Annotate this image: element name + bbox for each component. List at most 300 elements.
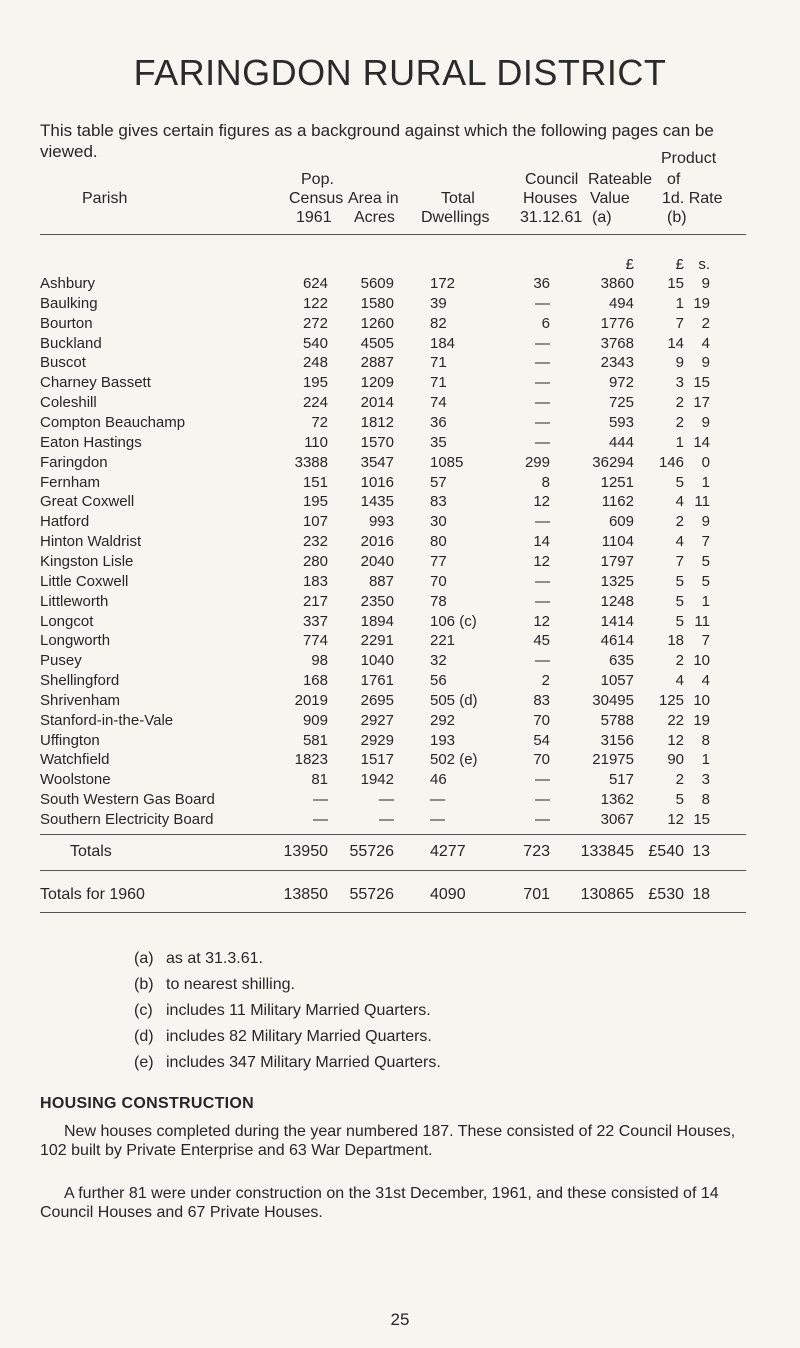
cell-parish: Watchfield bbox=[40, 751, 110, 769]
cell-area: 2929 bbox=[360, 731, 394, 749]
cell-dwellings: 35 bbox=[430, 433, 447, 451]
header-pop: Pop. bbox=[301, 171, 334, 188]
table-row bbox=[0, 373, 800, 393]
cell-pounds: 5 bbox=[675, 473, 684, 491]
cell-dwellings: 56 bbox=[430, 672, 447, 689]
totals-area: 55726 bbox=[349, 843, 394, 860]
cell-pounds: 5 bbox=[675, 612, 684, 630]
cell-parish: Little Coxwell bbox=[40, 572, 129, 590]
header-a: (a) bbox=[592, 209, 612, 226]
header-product: Product bbox=[661, 150, 717, 167]
totals-label: Totals bbox=[70, 843, 112, 860]
cell-value: 1797 bbox=[600, 552, 634, 570]
cell-parish: Longworth bbox=[40, 632, 111, 650]
cell-parish: South Western Gas Board bbox=[40, 791, 215, 809]
cell-pounds: 5 bbox=[675, 572, 684, 590]
cell-value: 1362 bbox=[600, 791, 634, 809]
cell-area: 993 bbox=[368, 513, 394, 531]
footnote-key: (a) bbox=[134, 950, 154, 967]
table-row bbox=[0, 691, 800, 711]
cell-dwellings: 36 bbox=[430, 414, 447, 431]
cell-value: 1104 bbox=[601, 533, 634, 550]
cell-pop: 168 bbox=[302, 672, 328, 689]
cell-pounds: 4 bbox=[675, 672, 684, 689]
totals-dwellings: 4277 bbox=[430, 843, 466, 860]
cell-council: — bbox=[535, 294, 550, 312]
table-row bbox=[0, 334, 800, 354]
cell-shillings: 10 bbox=[693, 652, 710, 670]
cell-pop: 774 bbox=[302, 632, 328, 650]
header-year: 1961 bbox=[296, 209, 332, 226]
table-row bbox=[0, 711, 800, 731]
cell-pop: 107 bbox=[302, 513, 328, 531]
cell-pounds: 4 bbox=[675, 493, 684, 511]
footnote-text: to nearest shilling. bbox=[166, 976, 295, 993]
cell-shillings: 8 bbox=[701, 791, 710, 809]
header-parish: Parish bbox=[82, 190, 128, 207]
cell-shillings: 10 bbox=[693, 691, 710, 709]
cell-council: — bbox=[535, 433, 550, 451]
cell-pop: 217 bbox=[302, 592, 328, 610]
table-row bbox=[0, 731, 800, 751]
cell-pounds: 9 bbox=[675, 354, 684, 372]
cell-dwellings: 71 bbox=[430, 374, 447, 392]
cell-dwellings: 1085 bbox=[430, 453, 464, 471]
totals-shillings: 13 bbox=[692, 843, 710, 860]
cell-council: 36 bbox=[533, 275, 550, 292]
table-row bbox=[0, 314, 800, 334]
cell-value: 444 bbox=[608, 433, 634, 451]
cell-parish: Woolstone bbox=[40, 771, 111, 789]
cell-council: — bbox=[535, 791, 550, 809]
cell-pounds: 90 bbox=[667, 751, 684, 769]
cell-pounds: 18 bbox=[667, 632, 684, 650]
cell-dwellings: 30 bbox=[430, 513, 447, 531]
cell-parish: Shellingford bbox=[40, 672, 120, 689]
cell-parish: Charney Bassett bbox=[40, 374, 151, 392]
cell-pop: 540 bbox=[302, 334, 328, 352]
cell-shillings: 5 bbox=[701, 552, 710, 570]
cell-shillings: 15 bbox=[693, 811, 710, 828]
cell-shillings: 4 bbox=[701, 672, 710, 689]
cell-shillings: 19 bbox=[693, 294, 710, 312]
cell-council: — bbox=[535, 354, 550, 372]
cell-pop: 98 bbox=[311, 652, 328, 670]
cell-parish: Shrivenham bbox=[40, 691, 121, 709]
cell-shillings: 11 bbox=[694, 612, 710, 630]
table-bottom-rule bbox=[40, 912, 746, 913]
cell-pop: 272 bbox=[302, 314, 328, 332]
cell-pop: 110 bbox=[304, 433, 328, 451]
cell-council: — bbox=[535, 652, 550, 670]
cell-dwellings: 82 bbox=[430, 314, 447, 332]
totals-1960-row bbox=[0, 885, 800, 905]
cell-area: 2016 bbox=[360, 533, 394, 550]
cell-pop: 337 bbox=[302, 612, 328, 630]
cell-parish: Compton Beauchamp bbox=[40, 414, 186, 431]
footnote-key: (b) bbox=[134, 976, 154, 993]
cell-parish: Baulking bbox=[40, 294, 98, 312]
totals-rule-top bbox=[40, 834, 746, 835]
footnote-text: includes 11 Military Married Quarters. bbox=[166, 1002, 431, 1019]
cell-dwellings: 32 bbox=[430, 652, 447, 670]
footnote-key: (e) bbox=[134, 1054, 154, 1071]
table-row bbox=[0, 592, 800, 612]
cell-value: 1057 bbox=[600, 672, 634, 689]
cell-pop: 81 bbox=[311, 771, 328, 789]
cell-council: — bbox=[535, 394, 550, 412]
cell-dwellings: 70 bbox=[430, 572, 447, 590]
cell-pounds: 7 bbox=[675, 314, 684, 332]
table-row bbox=[0, 790, 800, 810]
totals-1960-rate: £530 bbox=[648, 886, 684, 903]
cell-area: 887 bbox=[368, 572, 394, 590]
cell-area: 4505 bbox=[360, 334, 394, 352]
cell-value: 30495 bbox=[592, 691, 634, 709]
cell-area: 1812 bbox=[360, 414, 394, 431]
cell-council: 14 bbox=[533, 533, 550, 550]
cell-pop: 224 bbox=[302, 394, 328, 412]
cell-pounds: 2 bbox=[675, 652, 684, 670]
cell-area: 2695 bbox=[360, 691, 394, 709]
cell-council: 70 bbox=[533, 751, 550, 769]
totals-row bbox=[0, 842, 800, 862]
totals-1960-council: 701 bbox=[523, 886, 550, 903]
cell-pounds: 1 bbox=[675, 294, 684, 312]
cell-council: 45 bbox=[533, 632, 550, 650]
table-row bbox=[0, 433, 800, 453]
cell-parish: Hinton Waldrist bbox=[40, 533, 142, 550]
cell-pop: 195 bbox=[302, 493, 328, 511]
header-rateable: Rateable bbox=[588, 171, 653, 188]
cell-parish: Southern Electricity Board bbox=[40, 811, 214, 828]
footnote bbox=[134, 972, 441, 998]
cell-council: 12 bbox=[533, 612, 550, 630]
cell-pounds: 146 bbox=[658, 453, 684, 471]
table-row bbox=[0, 552, 800, 572]
cell-value: 3067 bbox=[600, 811, 634, 828]
cell-council: — bbox=[535, 374, 550, 392]
cell-dwellings: 505 (d) bbox=[430, 691, 478, 709]
header-council: Council bbox=[525, 171, 579, 188]
table-row bbox=[0, 671, 800, 691]
cell-value: 609 bbox=[608, 513, 634, 531]
intro-text: This table gives certain figures as a background against which the following pages can be viewed. bbox=[40, 121, 714, 161]
cell-shillings: 7 bbox=[701, 632, 710, 650]
table-row bbox=[0, 612, 800, 632]
table-row bbox=[0, 631, 800, 651]
cell-value: 1325 bbox=[600, 572, 634, 590]
cell-parish: Stanford-in-the-Vale bbox=[40, 711, 174, 729]
cell-pop: — bbox=[313, 791, 328, 809]
cell-value: 1776 bbox=[600, 314, 634, 332]
totals-value: 133845 bbox=[580, 843, 634, 860]
cell-pounds: 2 bbox=[675, 513, 684, 531]
cell-shillings: 1 bbox=[701, 751, 710, 769]
cell-area: 2887 bbox=[360, 354, 394, 372]
cell-pounds: 12 bbox=[667, 811, 684, 828]
header-date: 31.12.61 bbox=[520, 209, 583, 226]
header-area-in: Area in bbox=[348, 190, 399, 207]
cell-dwellings: — bbox=[430, 811, 445, 828]
table-row bbox=[0, 473, 800, 493]
cell-pounds: 1 bbox=[675, 433, 684, 451]
cell-council: 54 bbox=[533, 731, 550, 749]
table-row bbox=[0, 770, 800, 790]
cell-pop: 183 bbox=[302, 572, 328, 590]
cell-parish: Ashbury bbox=[40, 275, 96, 292]
cell-council: — bbox=[535, 592, 550, 610]
header-dwellings: Dwellings bbox=[421, 209, 490, 226]
header-b: (b) bbox=[667, 209, 687, 226]
cell-pop: 2019 bbox=[294, 691, 328, 709]
cell-dwellings: 77 bbox=[430, 552, 447, 570]
cell-value: 4614 bbox=[600, 632, 634, 650]
cell-council: 6 bbox=[541, 314, 550, 332]
cell-value: 517 bbox=[608, 771, 634, 789]
table-row bbox=[0, 651, 800, 671]
cell-pop: 909 bbox=[302, 711, 328, 729]
cell-value: 2343 bbox=[600, 354, 634, 372]
table-row bbox=[0, 274, 800, 294]
cell-value: 36294 bbox=[592, 453, 634, 471]
header-acres: Acres bbox=[354, 209, 395, 226]
cell-value: 3156 bbox=[600, 731, 634, 749]
cell-shillings: 9 bbox=[701, 354, 710, 372]
cell-area: 2350 bbox=[360, 592, 394, 610]
cell-parish: Longcot bbox=[40, 612, 94, 630]
cell-shillings: 1 bbox=[701, 592, 710, 610]
cell-council: — bbox=[535, 771, 550, 789]
cell-council: 8 bbox=[541, 473, 550, 491]
table-row bbox=[0, 750, 800, 770]
cell-area: 1209 bbox=[360, 374, 394, 392]
cell-dwellings: 80 bbox=[430, 533, 447, 550]
cell-pounds: 2 bbox=[675, 394, 684, 412]
cell-pounds: 4 bbox=[675, 533, 684, 550]
totals-1960-area: 55726 bbox=[349, 886, 394, 903]
table-row bbox=[0, 294, 800, 314]
footnote-text: includes 347 Military Married Quarters. bbox=[166, 1054, 441, 1071]
cell-shillings: 5 bbox=[701, 572, 710, 590]
header-value: Value bbox=[590, 190, 630, 207]
cell-council: 83 bbox=[533, 691, 550, 709]
cell-council: 299 bbox=[524, 453, 550, 471]
header-of: of bbox=[667, 171, 681, 188]
cell-pounds: 2 bbox=[675, 414, 684, 431]
cell-pounds: 7 bbox=[675, 552, 684, 570]
cell-shillings: 4 bbox=[701, 334, 710, 352]
footnotes bbox=[134, 946, 441, 1076]
cell-value: 972 bbox=[608, 374, 634, 392]
cell-shillings: 7 bbox=[701, 533, 710, 550]
cell-dwellings: 221 bbox=[430, 632, 456, 650]
cell-area: 2291 bbox=[360, 632, 394, 650]
units-row bbox=[0, 255, 800, 275]
page-number: 25 bbox=[390, 1310, 410, 1329]
cell-area: 2927 bbox=[360, 711, 394, 729]
cell-area: 1761 bbox=[360, 672, 394, 689]
totals-1960-value: 130865 bbox=[580, 886, 634, 903]
cell-dwellings: 78 bbox=[430, 592, 447, 610]
cell-pounds: 3 bbox=[675, 374, 684, 392]
cell-council: — bbox=[535, 572, 550, 590]
cell-value: 5788 bbox=[600, 711, 634, 729]
cell-area: — bbox=[379, 811, 394, 828]
totals-council: 723 bbox=[523, 843, 550, 860]
cell-value: 1162 bbox=[601, 493, 634, 511]
cell-parish: Buscot bbox=[40, 354, 86, 372]
cell-area: 1040 bbox=[360, 652, 394, 670]
cell-dwellings: 39 bbox=[430, 294, 447, 312]
cell-pop: 280 bbox=[302, 552, 328, 570]
cell-shillings: 2 bbox=[701, 314, 710, 332]
cell-area: 1580 bbox=[360, 294, 394, 312]
cell-council: — bbox=[535, 334, 550, 352]
cell-value: 635 bbox=[608, 652, 634, 670]
cell-parish: Faringdon bbox=[40, 453, 108, 471]
table-row bbox=[0, 353, 800, 373]
totals-pop: 13950 bbox=[283, 843, 328, 860]
totals-1960-dwellings: 4090 bbox=[430, 886, 466, 903]
cell-area: 1942 bbox=[360, 771, 394, 789]
cell-shillings: 9 bbox=[701, 513, 710, 531]
cell-pop: 195 bbox=[302, 374, 328, 392]
cell-dwellings: 292 bbox=[430, 711, 456, 729]
cell-area: 1435 bbox=[360, 493, 394, 511]
cell-parish: Pusey bbox=[40, 652, 82, 670]
cell-value: 21975 bbox=[592, 751, 634, 769]
cell-dwellings: — bbox=[430, 791, 445, 809]
cell-council: 2 bbox=[541, 672, 550, 689]
cell-pop: 72 bbox=[311, 414, 328, 431]
cell-parish: Fernham bbox=[40, 473, 101, 491]
header-census: Census bbox=[289, 190, 344, 207]
footnote bbox=[134, 1024, 441, 1050]
cell-pop: 151 bbox=[302, 473, 328, 491]
cell-parish: Bourton bbox=[40, 314, 93, 332]
totals-1960-pop: 13850 bbox=[283, 886, 328, 903]
page-title: FARINGDON RURAL DISTRICT bbox=[133, 52, 667, 93]
cell-dwellings: 74 bbox=[430, 394, 447, 412]
table-row bbox=[0, 453, 800, 473]
header-total: Total bbox=[441, 190, 475, 207]
cell-dwellings: 193 bbox=[430, 731, 456, 749]
footnote bbox=[134, 998, 441, 1024]
cell-shillings: 11 bbox=[694, 493, 710, 511]
cell-council: 12 bbox=[533, 552, 550, 570]
cell-shillings: 0 bbox=[701, 453, 710, 471]
cell-area: 1260 bbox=[360, 314, 394, 332]
cell-value: 3768 bbox=[600, 334, 634, 352]
cell-pounds: 22 bbox=[667, 711, 684, 729]
footnote bbox=[134, 1050, 441, 1076]
footnote-text: as at 31.3.61. bbox=[166, 950, 263, 967]
housing-paragraph-1: New houses completed during the year numbered 187. These consisted of 22 Council Houses, 102 built by Private Enterprise and 63 War Department. bbox=[40, 1123, 736, 1159]
cell-value: 725 bbox=[608, 394, 634, 412]
cell-value: 1414 bbox=[600, 612, 634, 630]
cell-dwellings: 106 (c) bbox=[430, 612, 477, 630]
cell-area: 1016 bbox=[360, 473, 394, 491]
cell-dwellings: 172 bbox=[430, 275, 456, 292]
cell-parish: Buckland bbox=[40, 334, 102, 352]
cell-pop: 248 bbox=[302, 354, 328, 372]
units-value: £ bbox=[625, 256, 634, 273]
cell-pop: 122 bbox=[302, 294, 328, 312]
cell-area: 1570 bbox=[360, 433, 394, 451]
cell-parish: Great Coxwell bbox=[40, 493, 135, 511]
header-houses: Houses bbox=[523, 190, 578, 207]
cell-dwellings: 71 bbox=[430, 354, 447, 372]
header-rule bbox=[40, 234, 746, 235]
cell-shillings: 17 bbox=[693, 394, 710, 412]
cell-pounds: 15 bbox=[667, 275, 684, 292]
cell-area: — bbox=[379, 791, 394, 809]
cell-parish: Littleworth bbox=[40, 592, 109, 610]
table-row bbox=[0, 572, 800, 592]
cell-shillings: 14 bbox=[693, 433, 710, 451]
cell-area: 2040 bbox=[360, 552, 394, 570]
cell-area: 1517 bbox=[360, 751, 394, 769]
cell-area: 3547 bbox=[360, 453, 394, 471]
cell-pop: 232 bbox=[302, 533, 328, 550]
footnote-key: (c) bbox=[134, 1002, 153, 1019]
cell-dwellings: 184 bbox=[430, 334, 456, 352]
cell-shillings: 9 bbox=[701, 414, 710, 431]
table-row bbox=[0, 393, 800, 413]
cell-dwellings: 57 bbox=[430, 473, 447, 491]
cell-pop: 3388 bbox=[294, 453, 328, 471]
cell-shillings: 9 bbox=[701, 275, 710, 292]
cell-value: 593 bbox=[608, 414, 634, 431]
units-shillings: s. bbox=[698, 256, 710, 273]
cell-shillings: 19 bbox=[693, 711, 710, 729]
totals-rule-bottom bbox=[40, 870, 746, 871]
table-row bbox=[0, 532, 800, 552]
cell-parish: Eaton Hastings bbox=[40, 433, 142, 451]
footnote-text: includes 82 Military Married Quarters. bbox=[166, 1028, 432, 1045]
cell-pop: 581 bbox=[302, 731, 328, 749]
cell-pounds: 5 bbox=[675, 791, 684, 809]
cell-value: 494 bbox=[608, 294, 634, 312]
table-row bbox=[0, 492, 800, 512]
cell-shillings: 3 bbox=[701, 771, 710, 789]
cell-dwellings: 83 bbox=[430, 493, 447, 511]
cell-area: 1894 bbox=[360, 612, 394, 630]
cell-pounds: 5 bbox=[675, 592, 684, 610]
totals-rate: £540 bbox=[648, 843, 684, 860]
cell-value: 1251 bbox=[600, 473, 634, 491]
cell-parish: Coleshill bbox=[40, 394, 97, 412]
cell-council: 12 bbox=[533, 493, 550, 511]
cell-council: — bbox=[535, 811, 550, 828]
section-heading: HOUSING CONSTRUCTION bbox=[40, 1095, 254, 1112]
cell-value: 1248 bbox=[600, 592, 634, 610]
header-rate: 1d. Rate bbox=[662, 190, 723, 207]
cell-council: 70 bbox=[533, 711, 550, 729]
cell-council: — bbox=[535, 414, 550, 431]
cell-shillings: 8 bbox=[701, 731, 710, 749]
units-pounds: £ bbox=[675, 256, 684, 273]
footnote bbox=[134, 946, 441, 972]
cell-shillings: 1 bbox=[701, 473, 710, 491]
cell-council: — bbox=[535, 513, 550, 531]
cell-value: 3860 bbox=[600, 275, 634, 292]
cell-parish: Hatford bbox=[40, 513, 90, 531]
cell-dwellings: 46 bbox=[430, 771, 447, 789]
footnote-key: (d) bbox=[134, 1028, 154, 1045]
cell-pounds: 2 bbox=[675, 771, 684, 789]
